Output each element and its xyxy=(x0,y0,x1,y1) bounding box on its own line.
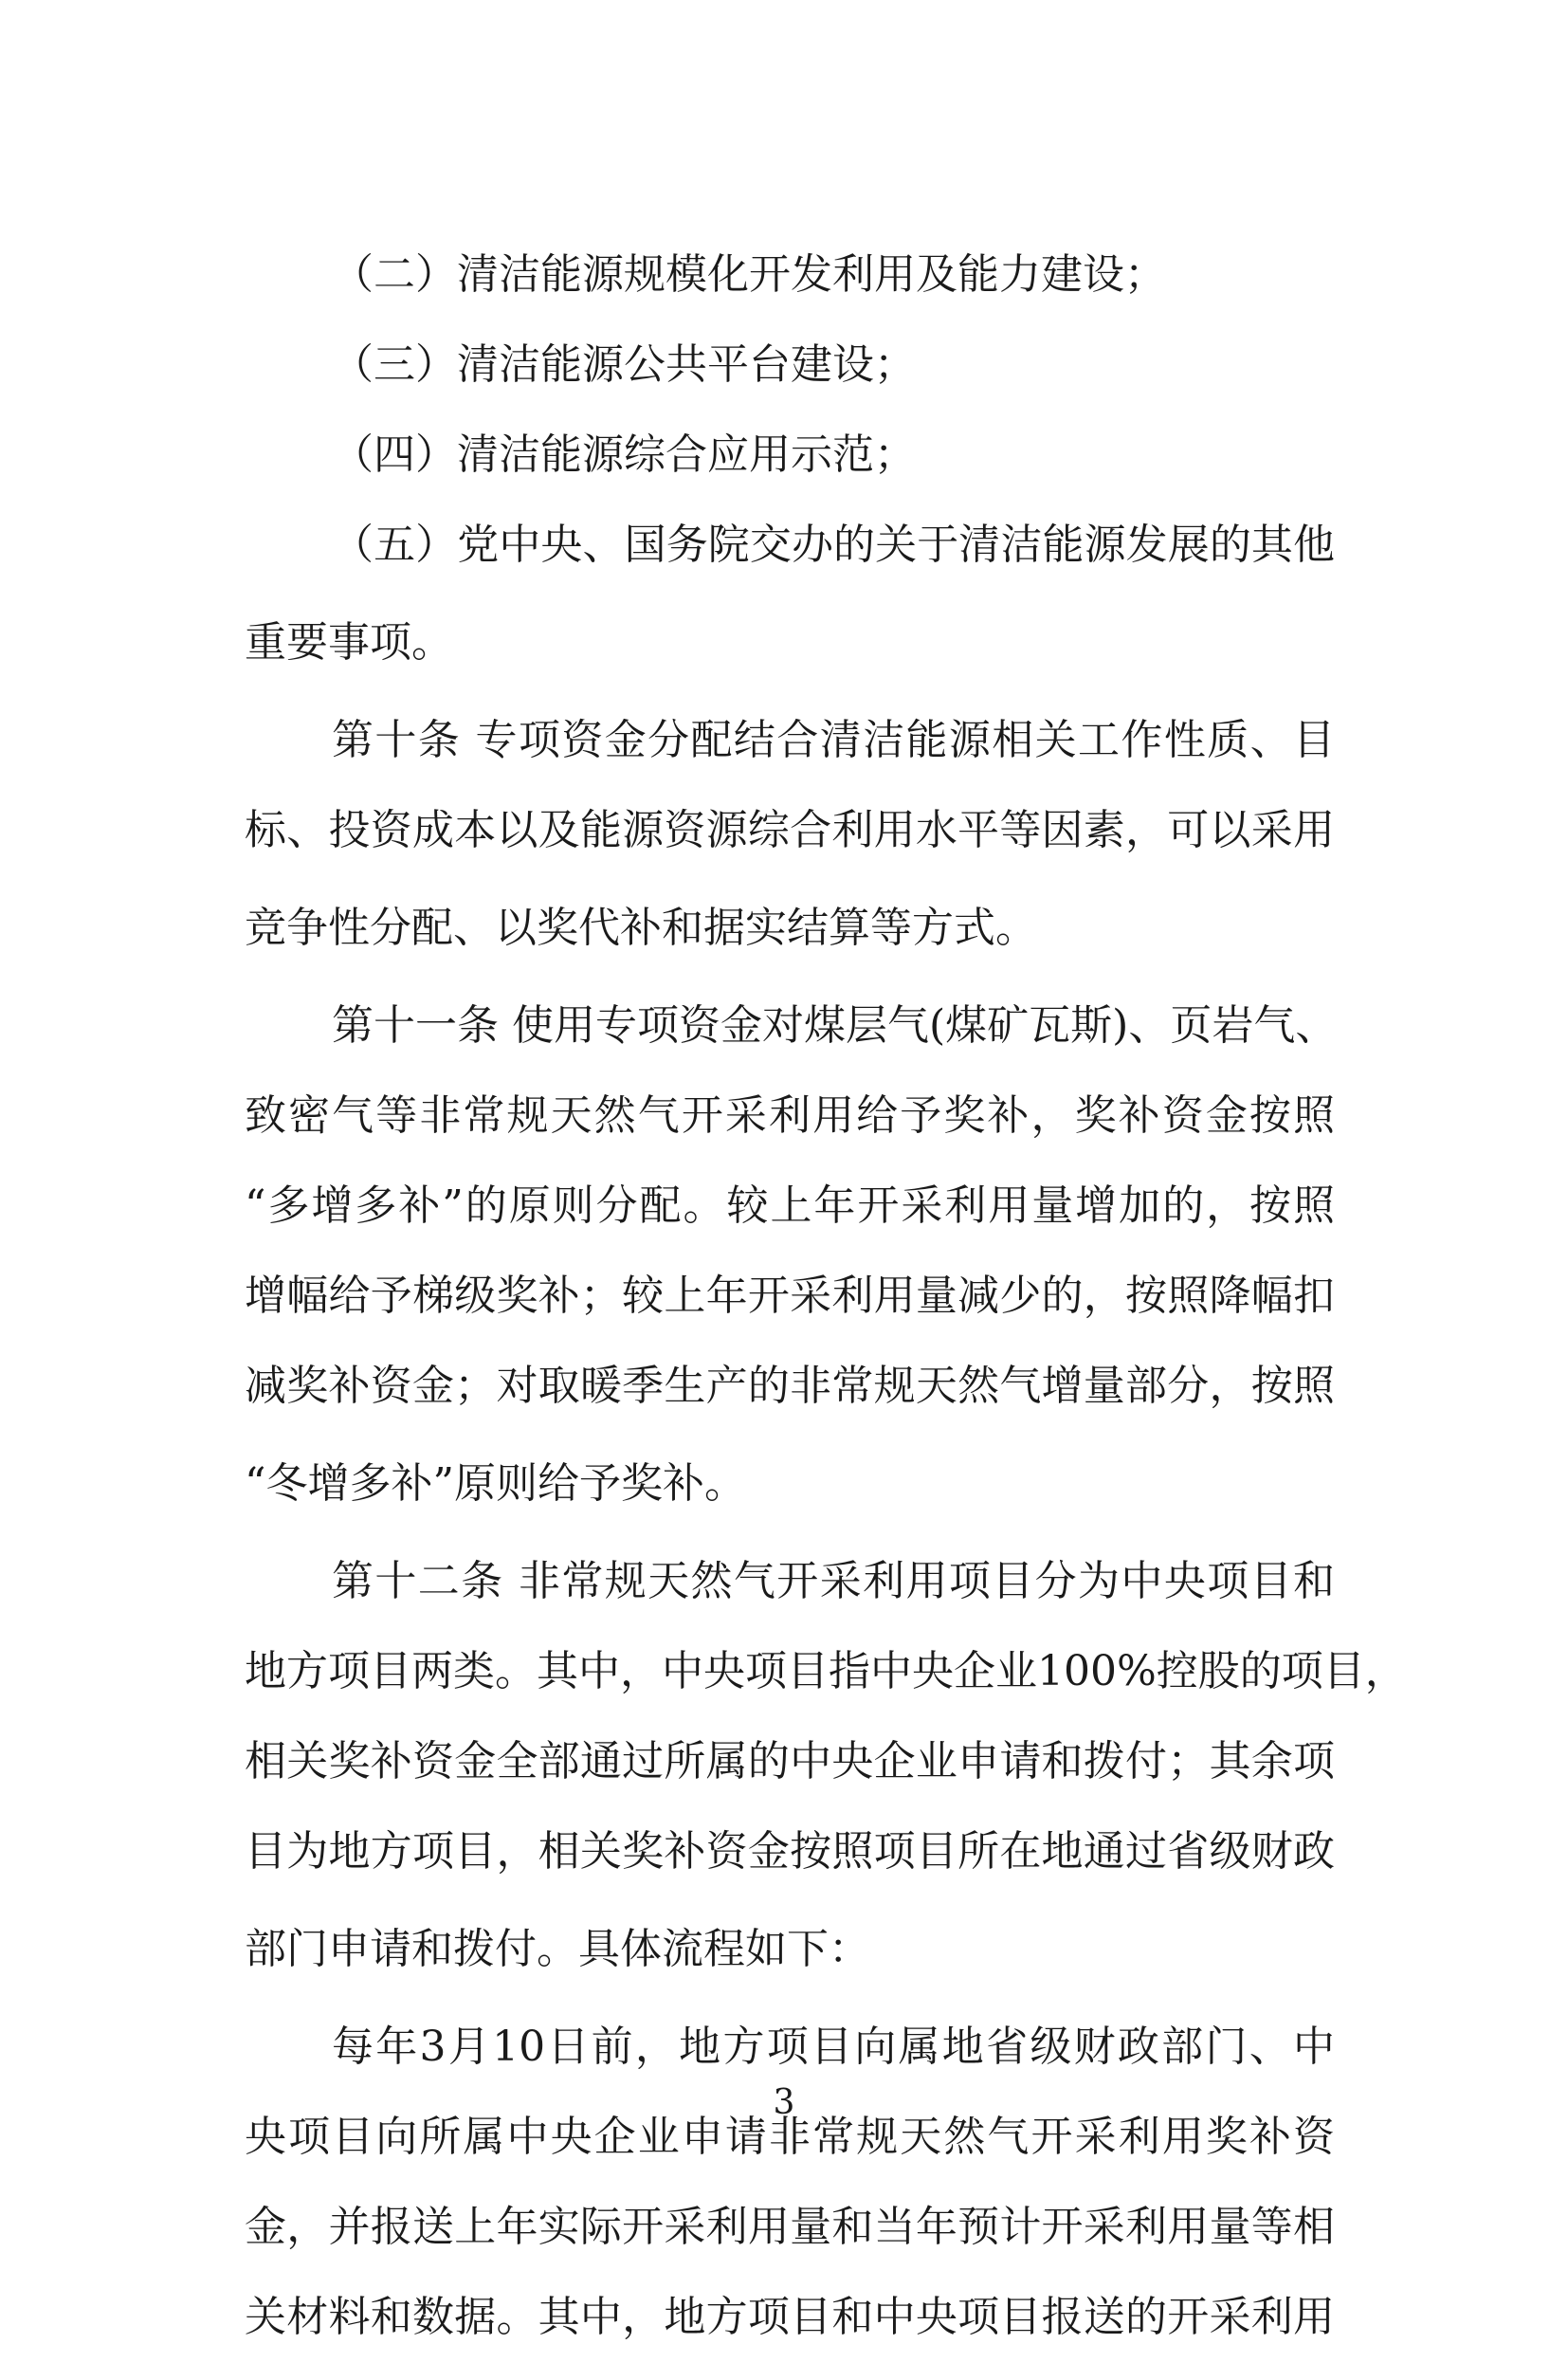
text-line-19: 部门申请和拨付。具体流程如下： xyxy=(245,1925,870,1973)
text-line-20: 每年3月10日前，地方项目向属地省级财政部门、中 xyxy=(332,2023,1335,2071)
text-line-14: “冬增多补”原则给予奖补。 xyxy=(245,1459,746,1508)
text-line-3: （四）清洁能源综合应用示范； xyxy=(332,430,916,479)
text-line-5: 重要事项。 xyxy=(245,618,453,667)
text-line-4: （五）党中央、国务院交办的关于清洁能源发展的其他 xyxy=(332,521,1335,569)
text-line-11: “多增多补”的原则分配。较上年开采利用量增加的，按照 xyxy=(245,1181,1335,1230)
text-line-15: 第十二条 非常规天然气开采利用项目分为中央项目和 xyxy=(332,1557,1335,1605)
text-line-23: 关材料和数据。其中，地方项目和中央项目报送的开采利用 xyxy=(245,2293,1335,2341)
text-line-12: 增幅给予梯级奖补；较上年开采利用量减少的，按照降幅扣 xyxy=(245,1272,1335,1320)
text-line-8: 竞争性分配、以奖代补和据实结算等方式。 xyxy=(245,904,1037,952)
text-line-13: 减奖补资金；对取暖季生产的非常规天然气增量部分，按照 xyxy=(245,1362,1335,1410)
text-line-6: 第十条 专项资金分配结合清洁能源相关工作性质、目 xyxy=(332,716,1335,764)
text-line-1: （二）清洁能源规模化开发利用及能力建设； xyxy=(332,250,1166,299)
text-line-10: 致密气等非常规天然气开采利用给予奖补，奖补资金按照 xyxy=(245,1091,1335,1140)
document-body xyxy=(245,229,1407,2362)
text-line-16: 地方项目两类。其中，中央项目指中央企业100%控股的项目， xyxy=(245,1647,1407,1695)
text-line-22: 金，并报送上年实际开采利用量和当年预计开采利用量等相 xyxy=(245,2203,1335,2251)
text-line-7: 标、投资成本以及能源资源综合利用水平等因素，可以采用 xyxy=(245,806,1335,854)
text-line-2: （三）清洁能源公共平台建设； xyxy=(332,340,916,389)
text-line-9: 第十一条 使用专项资金对煤层气(煤矿瓦斯)、页岩气、 xyxy=(332,1001,1338,1050)
text-line-17: 相关奖补资金全部通过所属的中央企业申请和拨付；其余项 xyxy=(245,1737,1335,1785)
text-line-21: 央项目向所属中央企业申请非常规天然气开采利用奖补资 xyxy=(245,2113,1335,2161)
text-line-18: 目为地方项目，相关奖补资金按照项目所在地通过省级财政 xyxy=(245,1827,1335,1876)
page-number: 3 xyxy=(773,2083,795,2122)
